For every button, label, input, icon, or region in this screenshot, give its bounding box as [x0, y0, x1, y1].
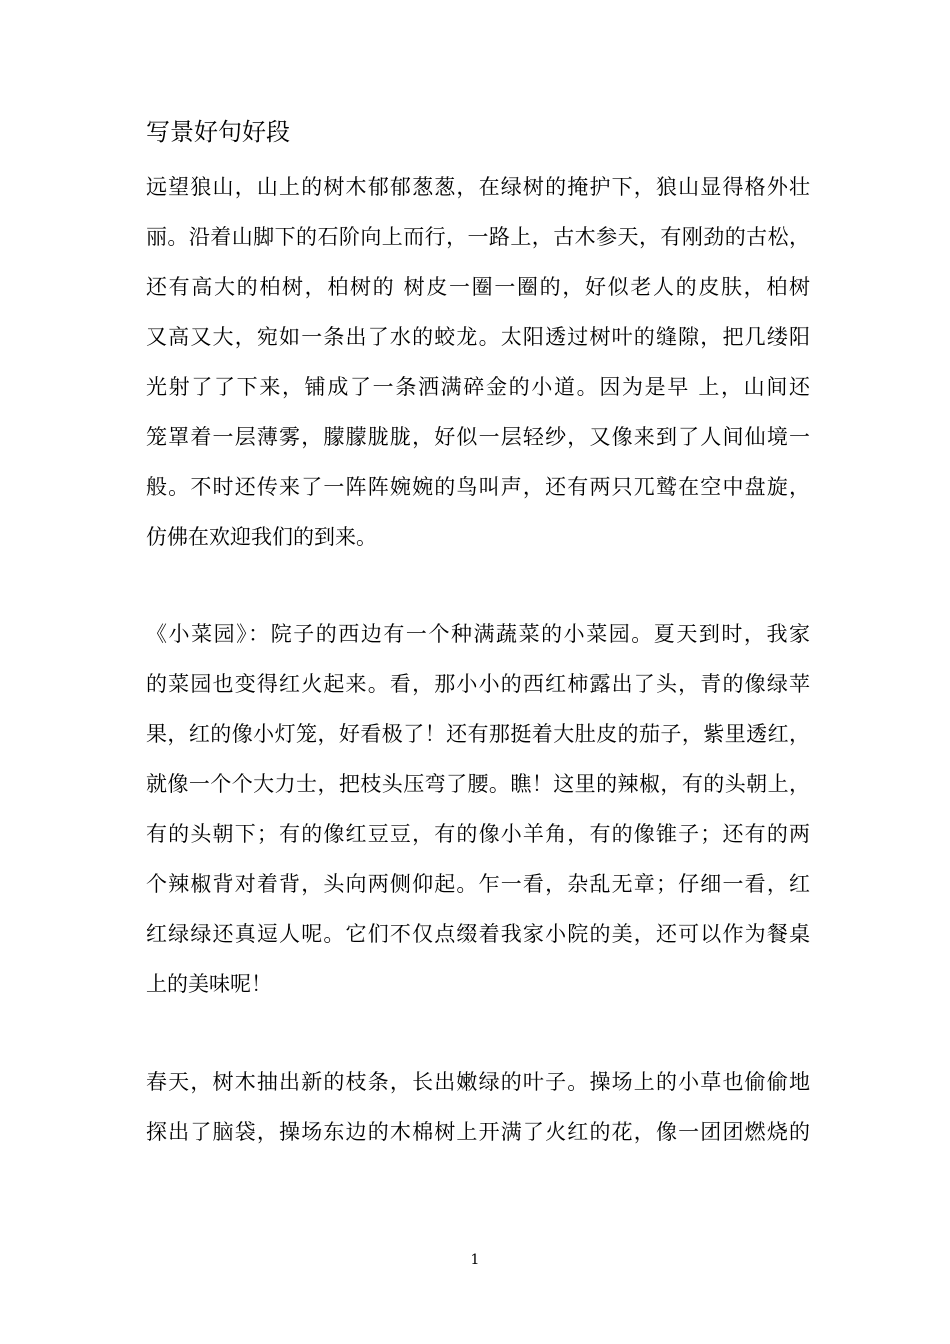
paragraph-line: 就像一个个大力士，把枝头压弯了腰。瞧！这里的辣椒，有的头朝上， — [146, 772, 810, 796]
paragraph-line: 又高又大，宛如一条出了水的蛟龙。太阳透过树叶的缝隙，把几缕阳 — [146, 325, 810, 349]
paragraph-line: 仿佛在欢迎我们的到来。 — [146, 525, 377, 549]
paragraph-line: 个辣椒背对着背，头向两侧仰起。乍一看，杂乱无章；仔细一看，红 — [146, 872, 810, 896]
paragraph-line: 春天，树木抽出新的枝条，长出嫩绿的叶子。操场上的小草也偷偷地 — [146, 1070, 810, 1094]
paragraph-line: 笼罩着一层薄雾，朦朦胧胧，好似一层轻纱，又像来到了人间仙境一 — [146, 425, 810, 449]
page-number: 1 — [470, 1252, 480, 1268]
document-title: 写景好句好段 — [146, 118, 290, 146]
paragraph-line: 还有高大的柏树，柏树的 树皮一圈一圈的，好似老人的皮肤，柏树 — [146, 275, 810, 299]
paragraph-vegetable-garden — [146, 609, 810, 1009]
paragraph-line: 远望狼山，山上的树木郁郁葱葱，在绿树的掩护下，狼山显得格外壮 — [146, 175, 810, 199]
paragraph-line: 光射了了下来，铺成了一条洒满碎金的小道。因为是早 上，山间还 — [146, 375, 810, 399]
paragraph-line: 探出了脑袋，操场东边的木棉树上开满了火红的花，像一团团燃烧的 — [146, 1120, 810, 1144]
paragraph-line: 丽。沿着山脚下的石阶向上而行，一路上，古木参天，有刚劲的古松， — [146, 225, 810, 249]
paragraph-langshan — [146, 162, 810, 562]
paragraph-line: 红绿绿还真逗人呢。它们不仅点缀着我家小院的美，还可以作为餐桌 — [146, 922, 810, 946]
paragraph-line: 上的美味呢！ — [146, 972, 272, 996]
paragraph-line: 《小菜园》：院子的西边有一个种满蔬菜的小菜园。夏天到时，我家 — [146, 622, 810, 646]
paragraph-line: 有的头朝下；有的像红豆豆，有的像小羊角，有的像锥子；还有的两 — [146, 822, 810, 846]
paragraph-line: 般。不时还传来了一阵阵婉婉的鸟叫声，还有两只兀鹫在空中盘旋， — [146, 475, 810, 499]
paragraph-line: 果，红的像小灯笼，好看极了！还有那挺着大肚皮的茄子，紫里透红， — [146, 722, 810, 746]
paragraph-line: 的菜园也变得红火起来。看，那小小的西红柿露出了头，青的像绿苹 — [146, 672, 810, 696]
paragraph-spring — [146, 1057, 810, 1157]
